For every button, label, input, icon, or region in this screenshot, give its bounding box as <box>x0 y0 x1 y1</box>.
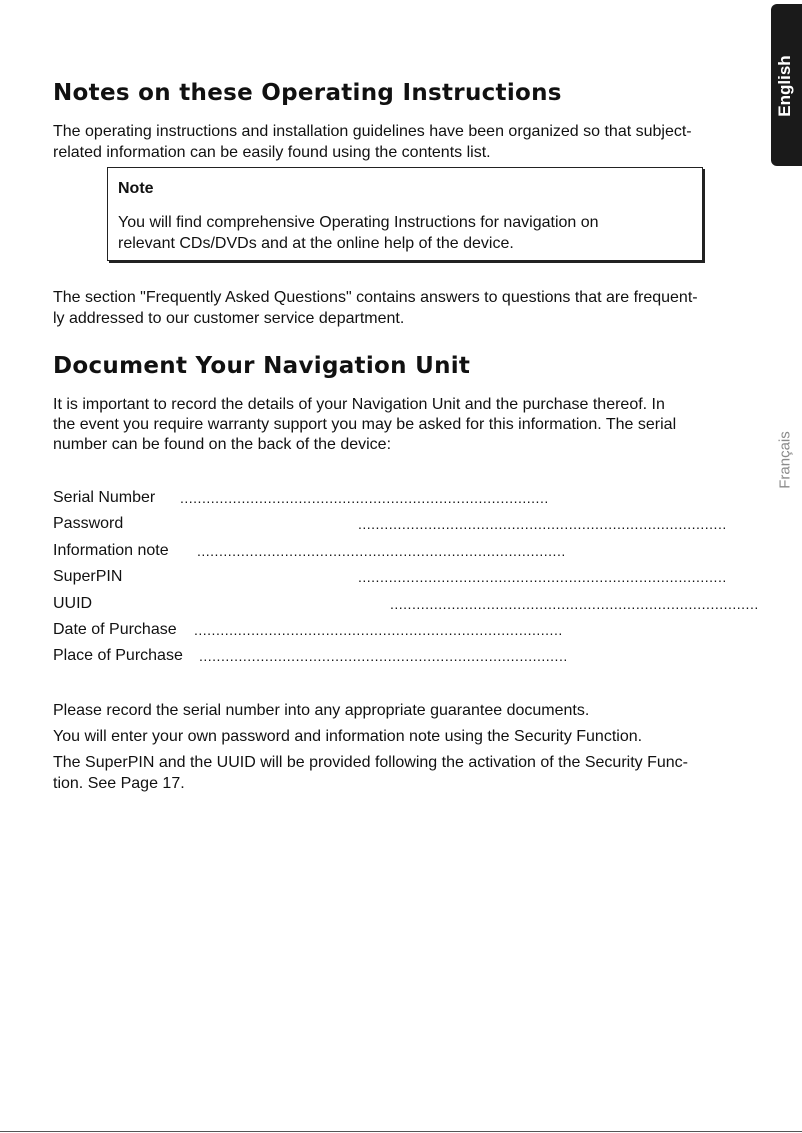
note-text-line-1: You will find comprehensive Operating Instructions for navigation on <box>118 214 599 231</box>
record-field-serial-number[interactable]: .................................................................................... <box>180 490 549 506</box>
closing-note-superpin-line-1: The SuperPIN and the UUID will be provided following the activation of the Security Func- <box>53 754 688 771</box>
closing-note-password: You will enter your own password and information note using the Security Function. <box>53 728 643 745</box>
record-label-information-note: Information note <box>53 542 169 559</box>
document-intro-line-3: number can be found on the back of the device: <box>53 436 392 453</box>
intro-paragraph-line-2: related information can be easily found using the contents list. <box>53 144 491 161</box>
record-label-uuid: UUID <box>53 595 93 612</box>
record-field-password[interactable]: .................................................................................... <box>358 516 727 532</box>
closing-note-serial: Please record the serial number into any appropriate guarantee documents. <box>53 702 590 719</box>
record-label-superpin: SuperPIN <box>53 568 123 585</box>
intro-paragraph-line-1: The operating instructions and installation guidelines have been organized so that subject- <box>53 123 692 140</box>
record-field-superpin[interactable]: .................................................................................... <box>358 569 727 585</box>
note-text-line-2: relevant CDs/DVDs and at the online help of the device. <box>118 235 514 252</box>
record-label-serial-number: Serial Number <box>53 489 156 506</box>
footer-divider <box>0 1131 802 1132</box>
faq-paragraph-line-2: ly addressed to our customer service department. <box>53 310 405 327</box>
record-field-place-of-purchase[interactable]: .................................................................................... <box>199 648 568 664</box>
document-intro-line-2: the event you require warranty support you may be asked for this information. The serial <box>53 416 677 433</box>
record-label-place-of-purchase: Place of Purchase <box>53 647 183 664</box>
language-tab-francais[interactable]: Français <box>776 431 794 489</box>
record-field-uuid[interactable]: .................................................................................... <box>390 596 759 612</box>
document-intro-line-1: It is important to record the details of your Navigation Unit and the purchase thereof. In <box>53 396 665 413</box>
record-label-password: Password <box>53 515 124 532</box>
section-heading-operating-instructions: Notes on these Operating Instructions <box>53 80 562 106</box>
record-field-information-note[interactable]: .................................................................................... <box>197 543 566 559</box>
language-tab-english-label: English <box>775 55 794 117</box>
faq-paragraph-line-1: The section "Frequently Asked Questions" contains answers to questions that are frequent- <box>53 289 698 306</box>
note-title: Note <box>118 180 154 197</box>
record-label-date-of-purchase: Date of Purchase <box>53 621 177 638</box>
section-heading-document-unit: Document Your Navigation Unit <box>53 353 471 379</box>
closing-note-superpin-line-2: tion. See Page 17. <box>53 775 185 792</box>
note-text <box>118 212 688 254</box>
note-box <box>107 167 703 261</box>
record-field-date-of-purchase[interactable]: .................................................................................... <box>194 622 563 638</box>
